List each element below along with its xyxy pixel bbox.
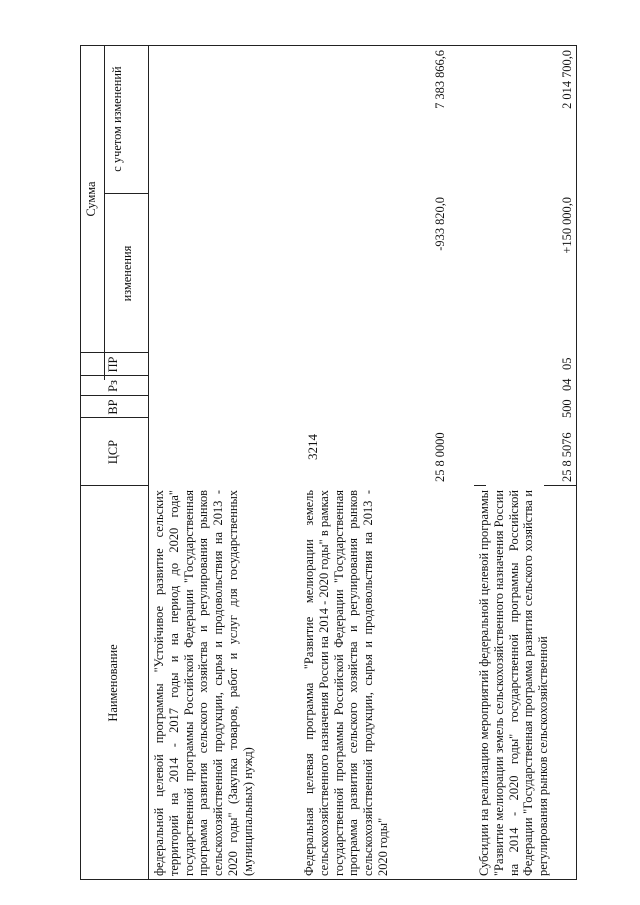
- row-1-name: федеральной целевой программы "Устойчивое развитие сельских территорий на 2014 - 2017 годы и на период до 2020 года" государственной программы Российской Федерации "Государственная программа развития сельского хозяйства и регулирования рынков сельскохозяйственной продукции, сырья и продовольствия на 2013 - 2020 годы" (Закупка товаров, работ и услуг для государственных (муниципальных) нужд): [152, 490, 255, 876]
- header-name: Наименование: [106, 644, 120, 722]
- table-left-border: [80, 879, 577, 880]
- header-rz: Рз: [106, 380, 120, 392]
- budget-table: [70, 45, 582, 880]
- row-2-name: Федеральная целевая программа "Развитие мелиорации земель сельскохозяйственного назначения России на 2014 - 2020 годы" в рамках государственной программы Российской Федерации "Государственная программа развития сельского хозяйства и регулирования рынков сельскохозяйственной продукции, сырья и продовольствия на 2013 - 2020 годы": [302, 490, 390, 876]
- row-3-change: +150 000,0: [560, 197, 574, 254]
- row-3-total: 2 014 700,0: [560, 50, 574, 109]
- row-2-total: 7 383 866,6: [433, 50, 447, 109]
- header-pr: ПР: [106, 356, 120, 373]
- header-bottom-border: [148, 45, 149, 880]
- header-vr: ВР: [106, 399, 120, 415]
- row-3-pr: 05: [560, 357, 574, 370]
- row-3-vr: 500: [560, 399, 574, 418]
- body-divider-name-csr-2: [474, 485, 486, 486]
- body-divider-name-csr: [544, 485, 577, 486]
- table-bottom-border: [576, 45, 577, 880]
- header-csr: ЦСР: [106, 439, 120, 465]
- page-number: 3214: [305, 434, 320, 460]
- row-2-change: -933 820,0: [433, 197, 447, 251]
- sum-subheader-line: [104, 45, 105, 380]
- table-right-border: [80, 45, 577, 46]
- header-with-changes: с учетом изменений: [110, 66, 124, 172]
- header-changes: изменения: [120, 245, 134, 302]
- header-sum: Сумма: [84, 181, 98, 217]
- row-3-name: Субсидии на реализацию мероприятий федеральной целевой программы "Развитие мелиорации земель сельскохозяйственного назначения России на 2014 - 2020 годы" государственной программы Российской Федерации "Государственная программа развития сельского хозяйства и регулирования рынков сельскохозяйственной: [477, 490, 551, 876]
- row-2-csr: 25 8 0000: [433, 432, 447, 482]
- table-top-border: [80, 45, 81, 880]
- row-3-csr: 25 8 5076: [560, 432, 574, 482]
- row-3-rz: 04: [560, 378, 574, 391]
